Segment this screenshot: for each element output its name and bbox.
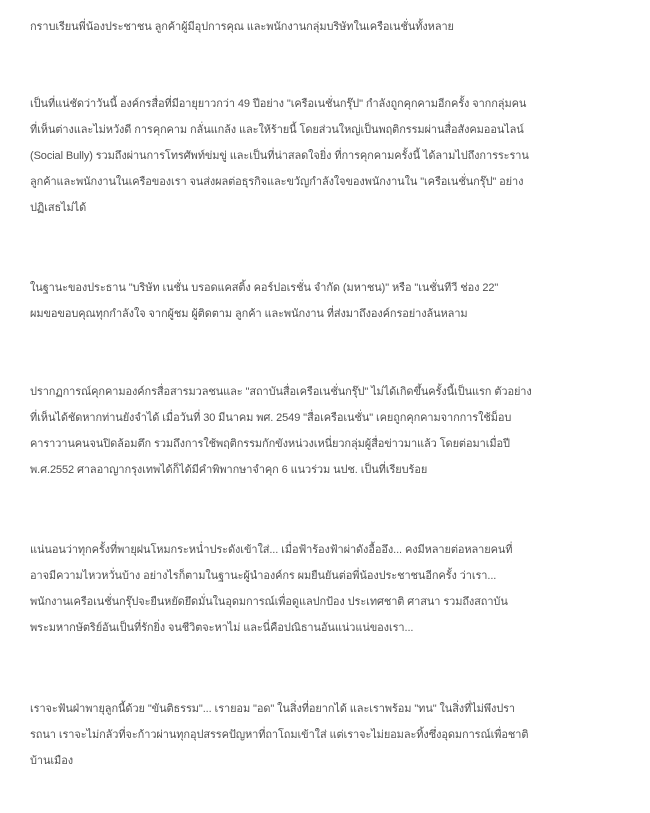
text-line: รถนา เราจะไม่กลัวที่จะก้าวผ่านทุกอุปสรรคปัญหาที่ถาโถมเข้าใส่ แต่เราจะไม่ยอมละทิ้งซึ่งอุดมการณ์เพื่อชาติ [30,729,529,741]
text-line: อาจมีความไหวหวั่นบ้าง อย่างไรก็ตามในฐานะผู้นำองค์กร ผมยืนยันต่อพี่น้องประชาชนอีกครั้ง ว่าเรา... [30,570,497,582]
paragraph-closing [30,696,630,774]
text-line: เป็นที่แน่ชัดว่าวันนี้ องค์กรสื่อที่มีอายุยาวกว่า 49 ปีอย่าง "เครือเนชั่นกรุ๊ป" กำลังถูกคุกคามอีกครั้ง จากกลุ่มคน [30,98,527,110]
text-line: คาราวานคนจนปิดล้อมตึก รวมถึงการใช้พฤติกรรมกักขังหน่วงเหนี่ยวกลุ่มผู้สื่อข่าวมาแล้ว โดยต่อมาเมื่อปี [30,438,510,450]
paragraph-thanks [30,275,630,327]
paragraph-greeting [30,14,630,40]
text-line: ที่เห็นได้ชัดหากท่านยังจำได้ เมื่อวันที่ 30 มีนาคม พศ. 2549 "สื่อเครือเนชั่น" เคยถูกคุกคามจากการใช้ม็อบ [30,412,512,424]
paragraph-threat-statement [30,91,630,221]
text-line: ผมขอขอบคุณทุกกำลังใจ จากผู้ชม ผู้ติดตาม ลูกค้า และพนักงาน ที่ส่งมาถึงองค์กรอย่างล้นหลาม [30,308,468,320]
text-line: พ.ศ.2552 ศาลอาญากรุงเทพได้ก็ได้มีคำพิพากษาจำคุก 6 แนวร่วม นปช. เป็นที่เรียบร้อย [30,464,428,476]
text-line: (Social Bully) รวมถึงผ่านการโทรศัพท์ข่มขู่ และเป็นที่น่าสลดใจยิ่ง ที่การคุกคามครั้งนี้ ได้ลามไปถึงการระราน [30,150,529,162]
text-line: ปฏิเสธไม่ได้ [30,202,87,214]
text-line: เราจะฟันฝ่าพายุลูกนี้ด้วย "ขันติธรรม"... เรายอม "อด" ในสิ่งที่อยากได้ และเราพร้อม "ทน" ในสิ่งที่ไม่พึงปรา [30,703,516,715]
text-line: ในฐานะของประธาน "บริษัท เนชั่น บรอดแคสติ้ง คอร์ปอเรชั่น จำกัด (มหาชน)" หรือ "เนชั่นทีวี ช่อง 22" [30,282,499,294]
text-line: ลูกค้าและพนักงานในเครือของเรา จนส่งผลต่อธุรกิจและขวัญกำลังใจของพนักงานใน "เครือเนชั่นกรุ๊ป" อย่าง [30,176,524,188]
text-line: พนักงานเครือเนชั่นกรุ๊ปจะยืนหยัดยึดมั่นในอุดมการณ์เพื่อดูแลปกป้อง ประเทศชาติ ศาสนา รวมถึงสถาบัน [30,596,508,608]
text-line: พระมหากษัตริย์อันเป็นที่รักยิ่ง จนชีวิตจะหาไม่ และนี่คือปณิธานอันแน่วแน่ของเรา... [30,622,414,634]
text-line: ที่เห็นต่างและไม่หวังดี การคุกคาม กลั่นแกล้ง และให้ร้ายนี้ โดยส่วนใหญ่เป็นพฤติกรรมผ่านสื่อสังคมออนไลน์ [30,124,524,136]
text-line: แน่นอนว่าทุกครั้งที่พายุฝนโหมกระหน่ำประดังเข้าใส่... เมื่อฟ้าร้องฟ้าผ่าดังอื้ออึง... คงมีหลายต่อหลายคนที่ [30,544,513,556]
paragraph-commitment [30,537,630,641]
text-line: บ้านเมือง [30,755,73,767]
paragraph-history [30,379,630,483]
text-line: ปรากฏการณ์คุกคามองค์กรสื่อสารมวลชนและ "สถาบันสื่อเครือเนชั่นกรุ๊ป" ไม่ได้เกิดขึ้นครั้งนี้เป็นแรก ตัวอย่าง [30,386,532,398]
text-line: กราบเรียนพี่น้องประชาชน ลูกค้าผู้มีอุปการคุณ และพนักงานกลุ่มบริษัทในเครือเนชั่นทั้งหลาย [30,21,454,33]
